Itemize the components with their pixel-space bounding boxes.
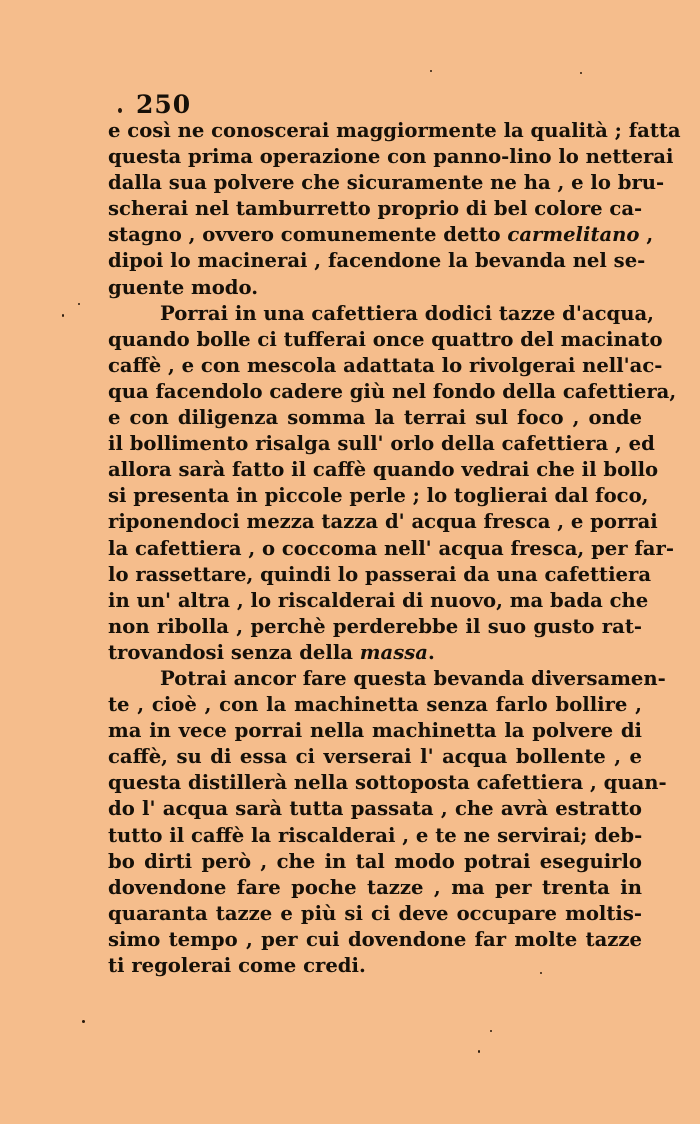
text-line-content: tutto il caffè la riscalderai , e te ne servirai; deb- — [108, 823, 643, 847]
text-line — [108, 666, 666, 692]
text-line-content: questa distillerà nella sottoposta cafettiera , quan- — [108, 771, 667, 795]
text-line-content: in un' altra , lo riscalderai di nuovo, ma bada che — [108, 588, 649, 612]
text-line-content: riponendoci mezza tazza d' acqua fresca , e porrai — [108, 510, 658, 534]
text-line — [108, 509, 658, 535]
text-line-content: dipoi lo macinerai , facendone la bevanda nel se- — [108, 249, 646, 273]
text-line — [108, 353, 663, 379]
text-line-content: simo tempo , per cui dovendone far molte tazze — [108, 927, 642, 951]
text-line — [108, 692, 642, 718]
text-line — [108, 953, 642, 979]
text-line-content: allora sarà fatto il caffè quando vedrai che il bollo — [108, 458, 659, 482]
text-line-content: lo rassettare, quindi lo passerai da una cafettiera — [108, 562, 652, 586]
text-line — [108, 562, 652, 588]
text-line-content: bo dirti però , che in tal modo potrai eseguirlo — [108, 849, 642, 873]
text-line — [108, 144, 674, 170]
text-line — [108, 536, 674, 562]
text-line — [108, 248, 646, 274]
text-line — [108, 718, 642, 744]
text-line — [108, 431, 655, 457]
text-line — [108, 222, 654, 248]
text-line-content: la cafettiera , o coccoma nell' acqua fresca, per far- — [108, 536, 674, 560]
text-line-content: quando bolle ci tufferai once quattro del macinato — [108, 327, 663, 351]
text-line-content: ma in vece porrai nella machinetta la polvere di — [108, 719, 642, 743]
text-line-content: e così ne conoscerai maggiormente la qualità ; fatta — [108, 119, 681, 142]
text-line-content: stagno , ovvero comunemente detto — [108, 223, 508, 247]
text-line-content: si presenta in piccole perle ; lo toglierai dal foco, — [108, 484, 649, 508]
text-line — [108, 640, 642, 666]
ink-speck — [62, 314, 64, 317]
text-line — [108, 327, 663, 353]
text-line — [108, 170, 665, 196]
italic-term: carmelitano — [507, 223, 640, 247]
text-line-content: dovendone fare poche tazze , ma per trenta in — [108, 875, 642, 899]
text-line — [108, 118, 681, 144]
text-line — [108, 875, 642, 901]
ink-speck — [490, 1030, 492, 1032]
ink-speck — [478, 1050, 480, 1053]
text-line — [108, 196, 642, 222]
page-number: 250 — [136, 90, 192, 119]
text-line — [108, 457, 659, 483]
text-line-content: trovandosi senza della — [108, 640, 360, 664]
text-line-content: do l' acqua sarà tutta passata , che avrà estratto — [108, 797, 642, 821]
italic-term: massa — [359, 640, 428, 664]
text-line — [108, 588, 649, 614]
text-line — [108, 770, 667, 796]
text-line-tail: . — [427, 640, 435, 664]
ink-speck — [118, 108, 122, 113]
text-line — [108, 927, 642, 953]
text-line — [108, 405, 642, 431]
ink-speck — [82, 1020, 85, 1023]
text-line-content: caffè , e con mescola adattata lo rivolgerai nell'ac- — [108, 353, 663, 377]
body-text — [108, 118, 681, 979]
ink-speck — [540, 972, 542, 974]
text-line — [108, 901, 642, 927]
text-line-content: questa prima operazione con panno-lino lo netterai — [108, 145, 674, 169]
text-line-content: te , cioè , con la machinetta senza farlo bollire , — [108, 693, 642, 717]
text-line-content: e con diligenza somma la terrai sul foco , onde — [108, 406, 642, 430]
text-line-content: non ribolla , perchè perderebbe il suo gusto rat- — [108, 614, 642, 638]
text-line-content: quaranta tazze e più si ci deve occupare moltis- — [108, 901, 642, 925]
text-line — [108, 796, 642, 822]
text-line-tail: , — [639, 223, 654, 247]
text-line-content: il bollimento risalga sull' orlo della cafettiera , ed — [108, 432, 655, 456]
text-line-content: ti regolerai come credi. — [108, 954, 366, 977]
text-line-content: scherai nel tamburretto proprio di bel colore ca- — [108, 197, 643, 221]
ink-speck — [78, 303, 80, 305]
text-line — [108, 823, 642, 849]
ink-speck — [430, 70, 432, 72]
text-line — [108, 614, 642, 640]
text-line — [108, 483, 649, 509]
text-line-content: caffè, su di essa ci verserai l' acqua bollente , e — [108, 745, 642, 769]
ink-speck — [580, 72, 582, 74]
text-line — [108, 301, 654, 327]
text-line-content: Porrai in una cafettiera dodici tazze d'acqua, — [160, 301, 654, 325]
text-line — [108, 744, 642, 770]
text-line — [108, 379, 677, 405]
text-line — [108, 275, 642, 301]
text-line — [108, 849, 642, 875]
text-line-content: dalla sua polvere che sicuramente ne ha , e lo bru- — [108, 171, 665, 195]
text-line-content: Potrai ancor fare questa bevanda diversamen- — [160, 666, 666, 690]
text-line-content: qua facendolo cadere giù nel fondo della cafettiera, — [108, 379, 677, 403]
text-line-content: guente modo. — [108, 275, 259, 299]
